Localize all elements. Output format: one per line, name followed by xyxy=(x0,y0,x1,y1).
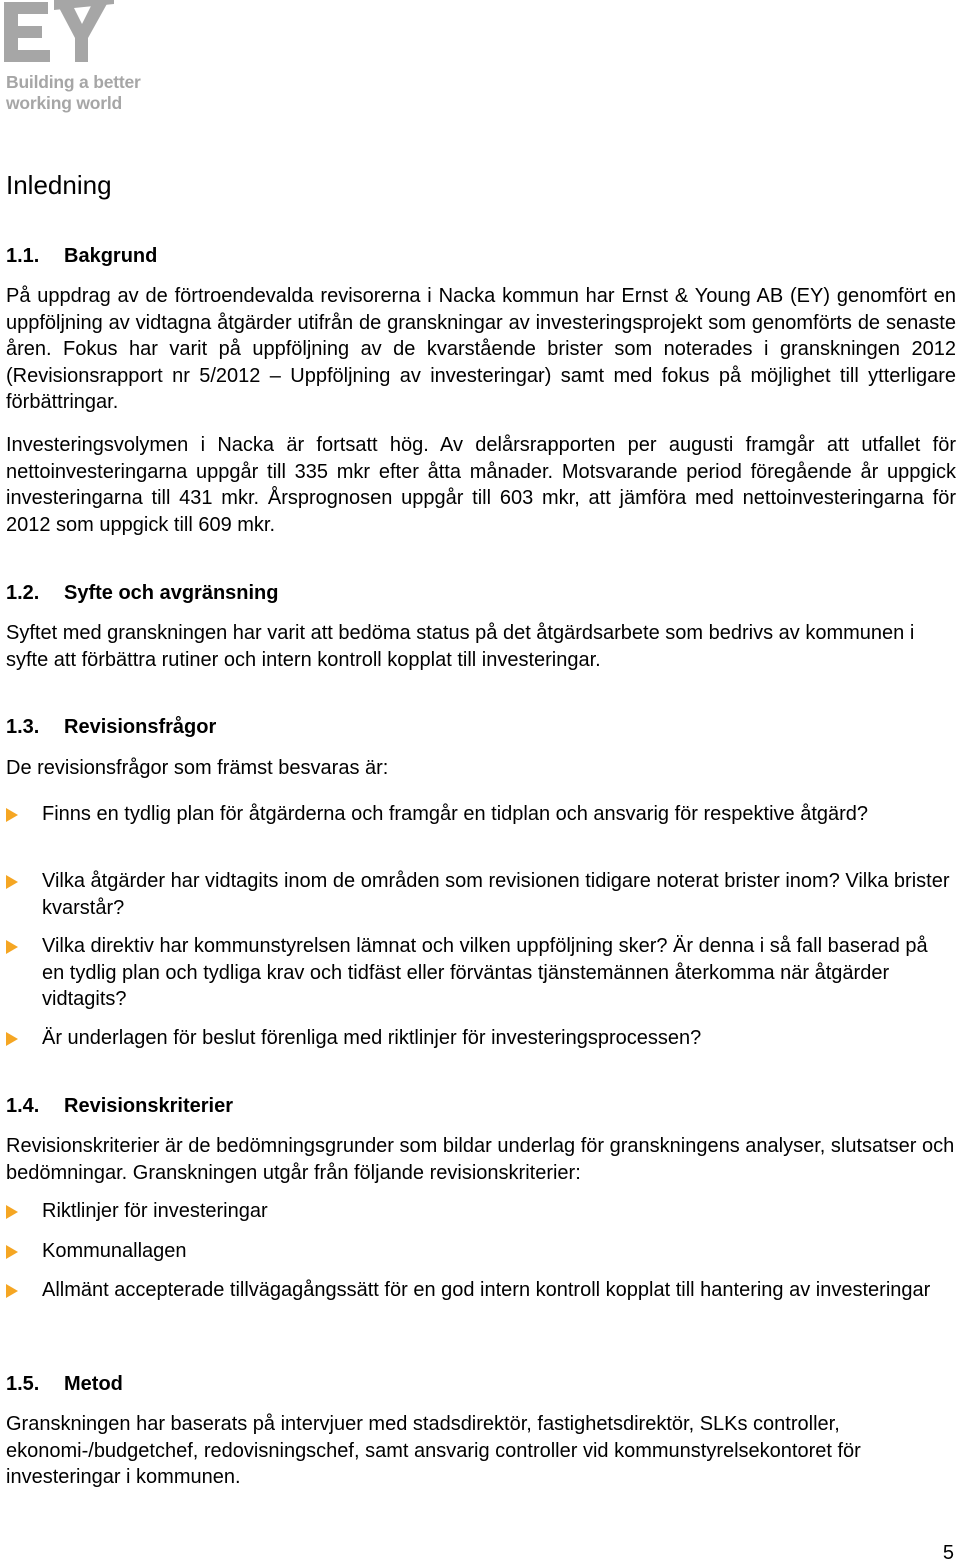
list-item-text: Allmänt accepterade tillvägagångssätt för en god intern kontroll kopplat till hantering av investeringar xyxy=(42,1279,931,1301)
bullet-triangle-icon xyxy=(6,1205,18,1219)
page-number: 5 xyxy=(942,1542,954,1564)
section-title: Revisionsfrågor xyxy=(64,716,217,738)
section-number: 1.4. xyxy=(6,1095,40,1117)
section-title: Syfte och avgränsning xyxy=(64,582,279,604)
page-title: Inledning xyxy=(6,170,112,200)
tagline-line-1: Building a better xyxy=(6,72,141,92)
ey-logo xyxy=(4,0,174,120)
section-title: Revisionskriterier xyxy=(64,1095,233,1117)
paragraph-bakgrund-1: På uppdrag av de förtroendevalda revisorerna i Nacka kommun har Ernst & Young AB (EY) genomfört en uppföljning av vidtagna åtgärder utifrån de granskningar av investeringsprojekt som genomförts de senaste åren. Fokus har varit på uppföljning av de kvarstående brister som noterades i granskningen 2012 (Revisionsrapport nr 5/2012 – Uppföljning av investeringar) samt med fokus på möjlighet till ytterligare förbättringar. xyxy=(6,285,956,413)
section-title: Bakgrund xyxy=(64,245,158,267)
bullet-triangle-icon xyxy=(6,875,18,889)
ey-logo-mark xyxy=(4,0,116,64)
section-heading-1-4 xyxy=(6,1095,233,1118)
section-heading-1-1 xyxy=(6,245,157,268)
bullet-triangle-icon xyxy=(6,1032,18,1046)
list-item-text: Riktlinjer för investeringar xyxy=(42,1200,268,1222)
section-title: Metod xyxy=(64,1373,123,1395)
list-item-text: Finns en tydlig plan för åtgärderna och framgår en tidplan och ansvarig för respektive åtgärd? xyxy=(42,803,869,825)
ey-tagline xyxy=(6,72,141,114)
bullet-triangle-icon xyxy=(6,1245,18,1259)
paragraph-metod: Granskningen har baserats på intervjuer med stadsdirektör, fastighetsdirektör, SLKs controller, ekonomi-/budgetchef, redovisningschef, samt ansvarig controller vid kommunstyrelsekontoret för investeringar i kommunen. xyxy=(6,1413,861,1488)
section-number: 1.2. xyxy=(6,582,40,604)
list-item-text: Vilka direktiv har kommunstyrelsen lämnat och vilken uppföljning sker? Är denna i så fall baserad på en tydlig plan och tydliga krav och tidfäst eller förväntas tjänstemännen återkomma när åtgärder vidtagits? xyxy=(42,935,928,1010)
paragraph-revisionskriterier-intro: Revisionskriterier är de bedömningsgrunder som bildar underlag för granskningens analyser, slutsatser och bedömningar. Granskningen utgår från följande revisionskriterier: xyxy=(6,1135,955,1184)
section-number: 1.3. xyxy=(6,716,40,738)
section-heading-1-5 xyxy=(6,1373,123,1396)
section-heading-1-2 xyxy=(6,582,279,605)
paragraph-syfte: Syftet med granskningen har varit att bedöma status på det åtgärdsarbete som bedrivs av kommunen i syfte att förbättra rutiner och intern kontroll kopplat till investeringar. xyxy=(6,622,915,671)
bullet-triangle-icon xyxy=(6,808,18,822)
paragraph-revisionsfragor-intro: De revisionsfrågor som främst besvaras är: xyxy=(6,757,389,779)
paragraph-bakgrund-2: Investeringsvolymen i Nacka är fortsatt hög. Av delårsrapporten per augusti framgår att utfallet för nettoinvesteringarna uppgår till 335 mkr efter åtta månader. Motsvarande period föregående år uppgick investeringarna till 431 mkr. Årsprognosen uppgår till 603 mkr, att jämföra med nettoinvesteringarna för 2012 som uppgick till 609 mkr. xyxy=(6,434,956,536)
list-item-text: Vilka åtgärder har vidtagits inom de områden som revisionen tidigare noterat brister inom? Vilka brister kvarstår? xyxy=(42,870,950,919)
list-item-text: Kommunallagen xyxy=(42,1240,187,1262)
bullet-triangle-icon xyxy=(6,1284,18,1298)
list-item-text: Är underlagen för beslut förenliga med riktlinjer för investeringsprocessen? xyxy=(42,1027,702,1049)
section-number: 1.5. xyxy=(6,1373,40,1395)
section-number: 1.1. xyxy=(6,245,40,267)
tagline-line-2: working world xyxy=(6,93,123,113)
section-heading-1-3 xyxy=(6,716,216,739)
bullet-triangle-icon xyxy=(6,940,18,954)
